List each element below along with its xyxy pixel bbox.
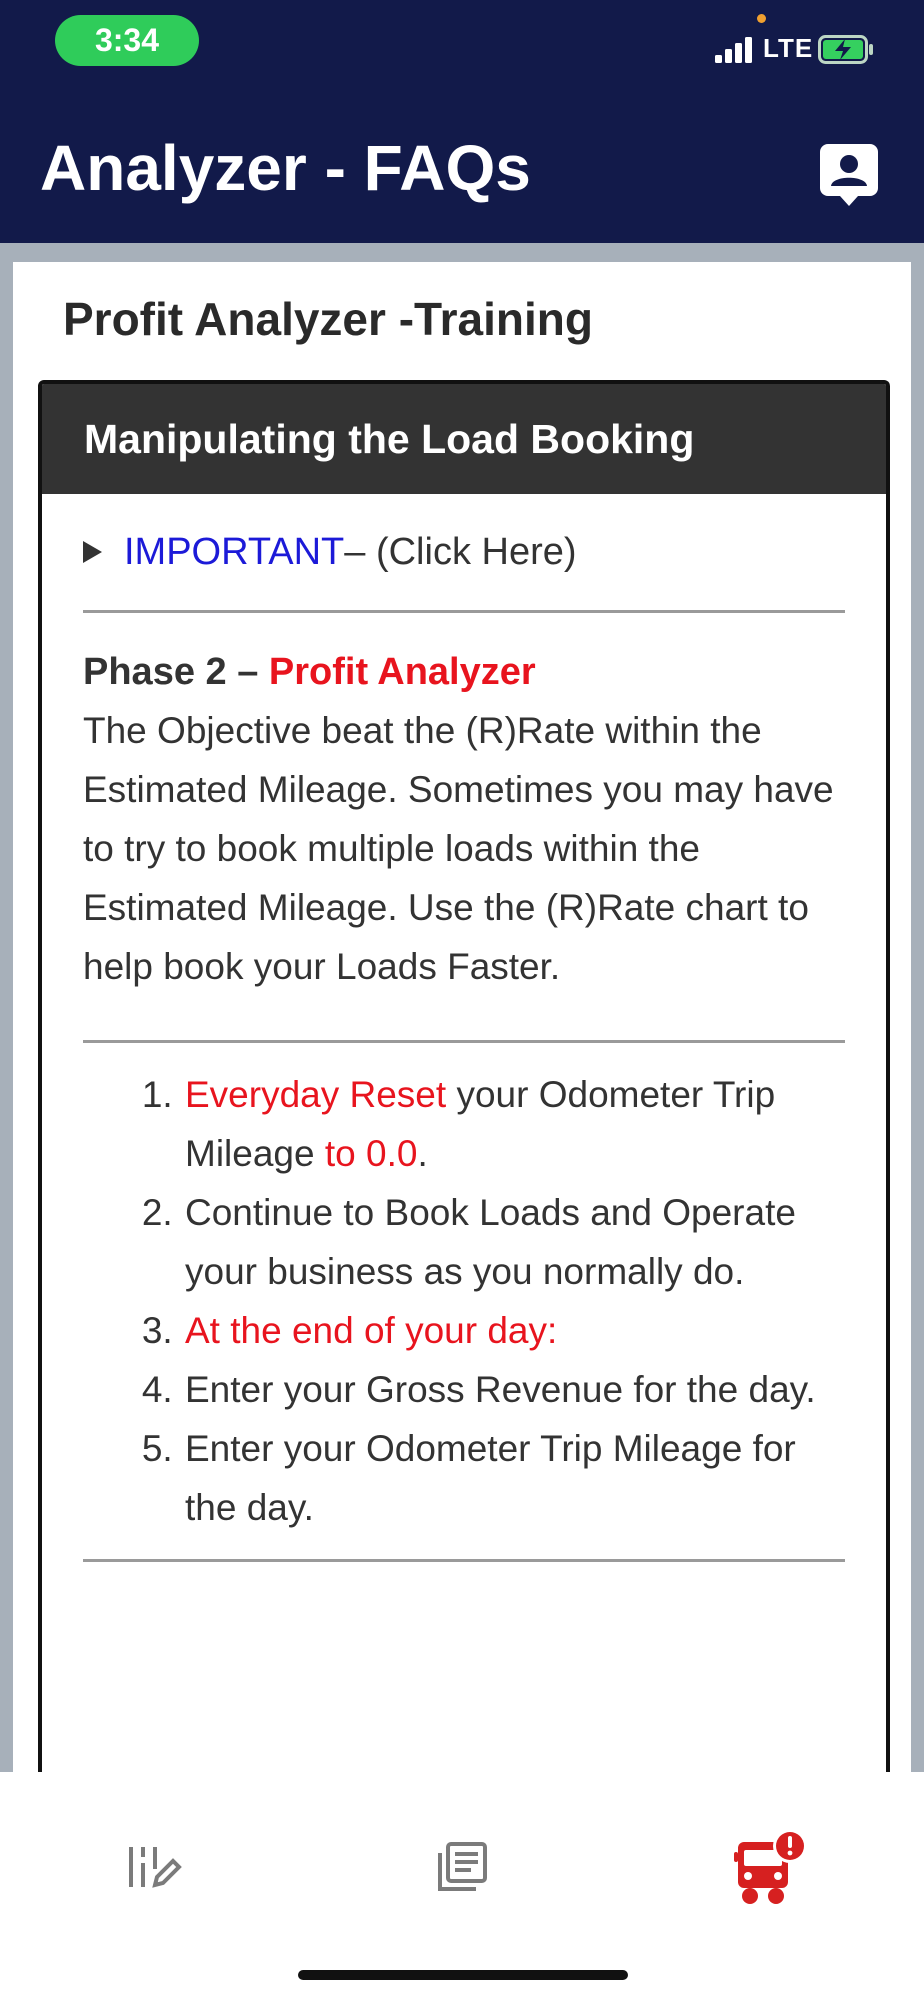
cellular-signal-icon — [715, 37, 761, 63]
step-highlight: to 0.0 — [324, 1133, 418, 1174]
step-text: your Odometer Trip Mileage — [185, 1074, 776, 1174]
tab-documents[interactable] — [417, 1822, 507, 1912]
important-label: IMPORTANT — [124, 530, 345, 573]
status-bar — [0, 0, 924, 100]
important-suffix: – (Click Here) — [344, 530, 577, 573]
step-text: . — [417, 1133, 428, 1174]
disclosure-triangle-icon — [83, 541, 102, 563]
analyzer-edit-icon — [127, 1843, 183, 1891]
important-disclosure[interactable] — [83, 494, 845, 610]
document-list-icon — [436, 1841, 488, 1893]
faq-box-body — [42, 494, 886, 1562]
bottom-tab-bar — [0, 1772, 924, 2000]
step-highlight: At the end of your day: — [185, 1310, 558, 1351]
network-type: LTE — [763, 33, 814, 63]
profile-card-icon[interactable] — [818, 142, 880, 208]
home-indicator[interactable] — [298, 1970, 628, 1980]
list-item — [183, 1301, 845, 1360]
list-item — [183, 1419, 845, 1537]
step-text: Continue to Book Loads and Operate your business as you normally do. — [185, 1192, 796, 1292]
page-title: Analyzer - FAQs — [40, 132, 531, 204]
faq-box-title: Manipulating the Load Booking — [42, 384, 886, 494]
list-item — [183, 1360, 845, 1419]
divider — [83, 610, 845, 613]
section-title: Profit Analyzer -Training — [63, 293, 593, 345]
app-header — [0, 100, 924, 243]
objective-paragraph: The Objective beat the (R)Rate within the Estimated Mileage. Sometimes you may have to try to book multiple loads within the Estimated Mileage. Use the (R)Rate chart to help book your Loads Faster. — [83, 710, 834, 987]
phase-prefix: Phase 2 – — [83, 651, 269, 693]
content-card — [13, 262, 911, 1772]
tab-analyzer[interactable] — [110, 1822, 200, 1912]
content-frame — [0, 243, 924, 1772]
faq-box — [38, 380, 890, 1772]
tab-truck-alert[interactable] — [727, 1822, 817, 1912]
phase-name: Profit Analyzer — [268, 651, 536, 693]
list-item — [183, 1183, 845, 1301]
divider — [83, 1040, 845, 1043]
status-time: 3:34 — [55, 15, 199, 66]
battery-charging-icon — [818, 35, 874, 64]
truck-alert-icon — [732, 1828, 812, 1906]
steps-list — [83, 1065, 845, 1537]
list-item — [183, 1065, 845, 1183]
phase-heading — [83, 643, 845, 701]
step-highlight: Everyday Reset — [185, 1074, 447, 1115]
divider — [83, 1559, 845, 1562]
step-text: Enter your Gross Revenue for the day. — [185, 1369, 816, 1410]
privacy-indicator-dot — [757, 14, 766, 23]
step-text: Enter your Odometer Trip Mileage for the day. — [185, 1428, 796, 1528]
